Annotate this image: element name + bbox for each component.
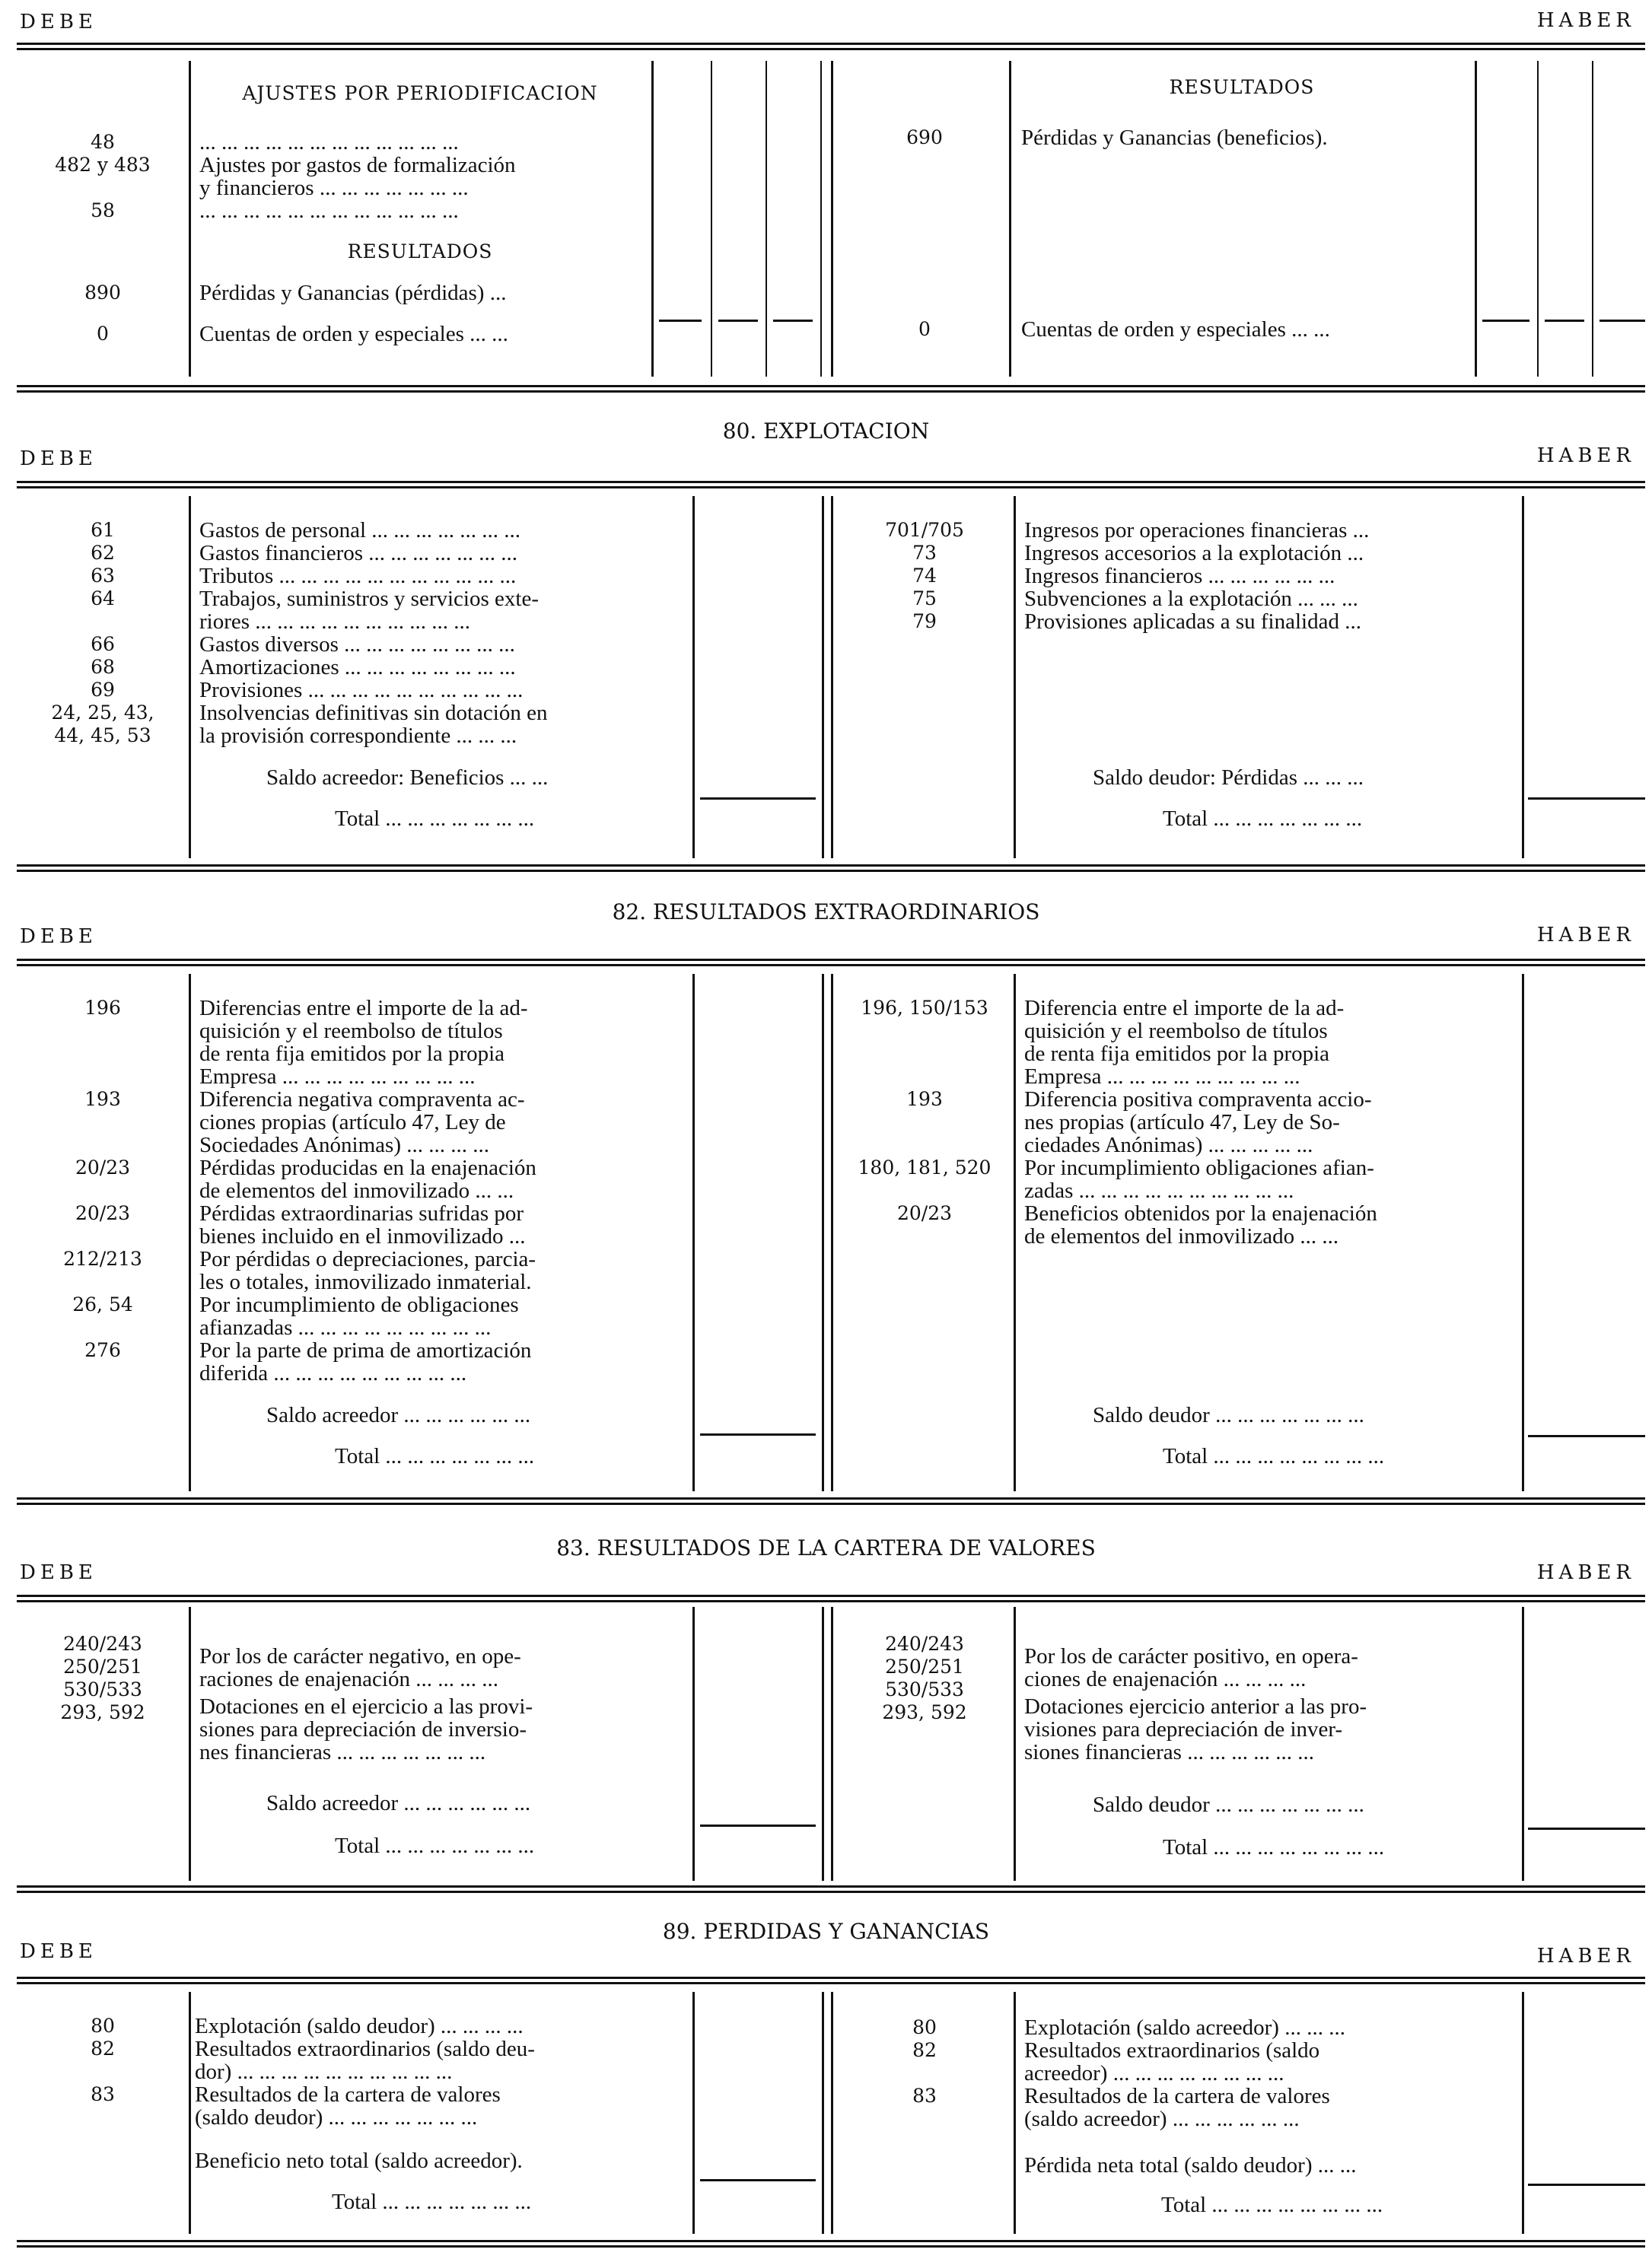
concept-line: Por incumplimiento obligaciones afian- [1024,1156,1374,1179]
account-code: 240/243 [885,1633,964,1655]
account-code [845,240,1004,263]
concept-line [1021,240,1470,263]
sum-rule [1599,320,1645,322]
concept-line: Por los de carácter positivo, en opera- [1024,1645,1358,1668]
account-code: 193 [906,1088,943,1110]
column-rule [189,1607,191,1881]
s89-debe-saldo: Beneficio neto total (saldo acreedor). [195,2149,523,2173]
account-code: 83 [91,2083,115,2105]
account-code [23,1065,183,1088]
concept-line: Ingresos por operaciones financieras ... [1024,519,1370,542]
s80-haber-total: Total ... ... ... ... ... ... ... [1163,806,1363,831]
s89-haber-total: Total ... ... ... ... ... ... ... ... [1161,2193,1383,2217]
column-rule [692,974,695,1491]
concept-line: nes financieras ... ... ... ... ... ... ... [199,1741,486,1764]
concept-line: Cuentas de orden y especiales ... ... [199,323,508,345]
account-code: 80 [91,2015,115,2037]
s89-debe-concepts [195,2015,688,2129]
s82-haber-codes [840,997,1009,1248]
account-code [840,1065,1009,1088]
concept-line: Diferencias entre el importe de la ad- [199,997,528,1020]
concept-line: Beneficios obtenidos por la enajenación [1024,1202,1377,1225]
account-code [845,172,1004,195]
concept-line: de renta fija emitidos por la propia [1024,1042,1330,1065]
account-code [845,277,1004,300]
account-code: 69 [91,679,115,701]
column-rule [831,974,833,1491]
concept-line: (saldo acreedor) ... ... ... ... ... ... [1024,2108,1300,2130]
account-code: 250/251 [63,1656,142,1678]
s83-haber-concepts [1024,1645,1517,1764]
account-code: 79 [912,610,937,632]
debe-header: DEBE [20,1940,97,1963]
top-debe-concepts [199,131,645,345]
s83-debe-concepts [199,1645,686,1764]
account-code [23,1020,183,1042]
account-code [840,1225,1009,1248]
concept-line: Amortizaciones ... ... ... ... ... ... ... ... [199,656,516,679]
s83-debe-saldo: Saldo acreedor ... ... ... ... ... ... [266,1791,531,1815]
column-rule [1014,1992,1016,2234]
s80-debe-codes [23,519,183,747]
account-code [23,1134,183,1156]
double-rule [17,864,1645,872]
account-code: 0 [97,323,109,345]
s83-haber-saldo: Saldo deudor ... ... ... ... ... ... ... [1093,1793,1364,1817]
column-rule [820,61,822,377]
s82-haber-saldo: Saldo deudor ... ... ... ... ... ... ... [1093,1403,1364,1427]
column-rule [1522,1992,1524,2234]
account-code: 276 [84,1339,121,1361]
concept-line: (saldo deudor) ... ... ... ... ... ... ... [195,2106,478,2129]
section-title-80: 80. EXPLOTACION [722,418,930,444]
column-rule [831,496,833,858]
debe-header: DEBE [20,925,97,948]
concept-line: acreedor) ... ... ... ... ... ... ... ... [1024,2062,1284,2085]
column-rule [1014,974,1016,1491]
account-code [840,1042,1009,1065]
column-rule [189,1992,191,2234]
account-code: 66 [91,633,115,655]
concept-line: Por pérdidas o depreciaciones, parcia- [199,1248,536,1271]
haber-header: HABER [1536,9,1635,32]
s82-haber-concepts [1024,997,1517,1248]
haber-header: HABER [1536,924,1635,946]
column-rule [1522,496,1524,858]
account-code: 80 [912,2016,937,2038]
debe-header: DEBE [20,1561,97,1584]
account-code: 890 [84,282,121,304]
account-code: 193 [84,1088,121,1110]
concept-line: ciedades Anónimas) ... ... ... ... ... [1024,1134,1313,1156]
concept-line: raciones de enajenación ... ... ... ... [199,1668,498,1691]
concept-line: Ingresos financieros ... ... ... ... ... ... [1024,565,1335,587]
double-rule [17,2240,1645,2248]
account-code [845,2108,1004,2130]
concept-line: Pérdidas y Ganancias (pérdidas) ... [199,282,507,304]
concept-line: Resultados de la cartera de valores [1024,2085,1330,2108]
concept-line: Resultados de la cartera de valores [195,2083,501,2106]
column-rule [822,974,824,1491]
sum-rule [700,1825,816,1827]
account-code [840,1111,1009,1134]
concept-line: Trabajos, suministros y servicios exte- [199,587,539,610]
concept-line: Insolvencias definitivas sin dotación en [199,702,548,724]
account-code: 68 [91,656,115,678]
concept-line: visiones para depreciación de inver- [1024,1718,1343,1741]
account-code: 74 [912,565,937,587]
account-code [23,1111,183,1134]
account-code [23,2060,183,2083]
concept-line: Sociedades Anónimas) ... ... ... ... [199,1134,489,1156]
column-rule [692,1607,695,1881]
concept-line: Pérdidas y Ganancias (beneficios). [1021,126,1328,149]
concept-line: Diferencia positiva compraventa accio- [1024,1088,1372,1111]
double-rule [17,1595,1645,1602]
account-code: 180, 181, 520 [858,1156,992,1179]
s83-debe-codes [23,1633,183,1770]
haber-header: HABER [1536,1945,1635,1968]
sum-rule [700,2179,816,2181]
column-rule [1522,974,1524,1491]
debe-header: DEBE [20,11,97,33]
column-rule [822,496,824,858]
account-code: 482 y 483 [55,154,151,176]
concept-line: Cuentas de orden y especiales ... ... [1021,318,1330,341]
account-code: 250/251 [885,1656,964,1678]
column-rule [1009,61,1011,377]
concept-line: Por incumplimiento de obligaciones [199,1293,519,1316]
account-code [840,1020,1009,1042]
concept-line: afianzadas ... ... ... ... ... ... ... ... ... [199,1316,492,1339]
double-rule [17,385,1645,393]
s83-debe-total: Total ... ... ... ... ... ... ... [335,1834,535,1858]
double-rule [17,43,1645,50]
concept-line: Empresa ... ... ... ... ... ... ... ... ... [1024,1065,1300,1088]
concept-line: ciones de enajenación ... ... ... ... [1024,1668,1307,1691]
s80-debe-total: Total ... ... ... ... ... ... ... [335,806,535,831]
s89-haber-codes [845,2016,1004,2130]
double-rule [17,959,1645,966]
account-code: 24, 25, 43, [51,702,154,724]
concept-line: nes propias (artículo 47, Ley de So- [1024,1111,1340,1134]
s89-debe-total: Total ... ... ... ... ... ... ... [332,2190,532,2214]
concept-line: Resultados extraordinarios (saldo deu- [195,2038,535,2060]
concept-line [1021,277,1470,300]
section-title-83: 83. RESULTADOS DE LA CARTERA DE VALORES [556,1535,1096,1560]
s82-debe-total: Total ... ... ... ... ... ... ... [335,1444,535,1468]
concept-line: siones financieras ... ... ... ... ... ... [1024,1741,1314,1764]
account-code: 530/533 [885,1678,964,1700]
account-code: 61 [91,519,115,541]
haber-header: HABER [1536,1561,1635,1584]
concept-line: Gastos diversos ... ... ... ... ... ... ... ... [199,633,515,656]
account-code: 530/533 [63,1678,142,1700]
s82-debe-concepts [199,997,686,1385]
account-code [23,1042,183,1065]
s83-haber-total: Total ... ... ... ... ... ... ... ... [1163,1835,1385,1860]
concept-line: Pérdidas extraordinarias sufridas por [199,1202,524,1225]
column-rule [831,1992,833,2234]
haber-header: HABER [1536,444,1635,467]
section-title-82: 82. RESULTADOS EXTRAORDINARIOS [612,899,1040,924]
s80-haber-concepts [1024,519,1517,633]
column-rule [831,61,833,377]
concept-line: diferida ... ... ... ... ... ... ... ... ... [199,1362,467,1385]
concept-line [1021,195,1470,218]
concept-line: Provisiones ... ... ... ... ... ... ... ... ... ... [199,679,524,702]
sum-rule [1528,1435,1645,1437]
column-rule [711,61,712,377]
sum-rule [1528,1828,1645,1830]
top-debe-codes [23,131,183,345]
debe-header: DEBE [20,447,97,470]
account-code: 58 [91,199,115,221]
concept-line [1021,149,1470,172]
account-code [23,1362,183,1385]
column-rule [831,1607,833,1881]
concept-line: Gastos de personal ... ... ... ... ... ... ... [199,519,521,542]
concept-line: Explotación (saldo deudor) ... ... ... ... [195,2015,524,2038]
column-rule [766,61,767,377]
account-code [845,149,1004,172]
concept-line: y financieros ... ... ... ... ... ... ... [199,177,469,199]
account-code [845,195,1004,218]
account-code [840,1179,1009,1202]
double-rule [17,481,1645,488]
concept-line: Dotaciones en el ejercicio a las provi- [199,1695,533,1718]
account-code [845,2062,1004,2085]
account-code: 82 [912,2039,937,2061]
concept-line: Por la parte de prima de amortización [199,1339,532,1362]
concept-line: ... ... ... ... ... ... ... ... ... ... ... ... [199,199,459,222]
account-code [23,245,183,268]
concept-line: quisición y el reembolso de títulos [1024,1020,1328,1042]
concept-line: Dotaciones ejercicio anterior a las pro- [1024,1695,1367,1718]
concept-line: ciones propias (artículo 47, Ley de [199,1111,506,1134]
column-rule [822,1992,824,2234]
s82-debe-saldo: Saldo acreedor ... ... ... ... ... ... [266,1403,531,1427]
s80-haber-codes [845,519,1004,633]
account-code: 83 [912,2085,937,2107]
account-code: 44, 45, 53 [54,724,151,746]
double-rule [17,1977,1645,1984]
resultados-subtitle: RESULTADOS [347,240,493,262]
column-rule [651,61,654,377]
account-code: 20/23 [896,1202,953,1224]
s82-debe-codes [23,997,183,1385]
section-title-89: 89. PERDIDAS Y GANANCIAS [662,1919,990,1944]
concept-line: dor) ... ... ... ... ... ... ... ... ... ... [195,2060,453,2083]
s89-haber-concepts [1024,2016,1517,2130]
column-rule [1592,61,1593,377]
ajustes-title: AJUSTES POR PERIODIFICACION [242,82,598,104]
column-rule [1475,61,1477,377]
double-rule [17,1885,1645,1893]
concept-line: Ingresos accesorios a la explotación ... [1024,542,1364,565]
concept-line: Diferencia negativa compraventa ac- [199,1088,525,1111]
column-rule [1537,61,1539,377]
column-rule [692,496,695,858]
account-code: 62 [91,542,115,564]
concept-line: Pérdidas producidas en la enajenación [199,1156,536,1179]
concept-line [1021,218,1470,240]
s80-debe-saldo: Saldo acreedor: Beneficios ... ... [266,765,549,790]
concept-line: Ajustes por gastos de formalización [199,154,516,177]
account-code: 690 [906,126,943,148]
concept-line: les o totales, inmovilizado inmaterial. [199,1271,532,1293]
account-code [23,1179,183,1202]
concept-line: de elementos del inmovilizado ... ... [1024,1225,1339,1248]
concept-line: Tributos ... ... ... ... ... ... ... ... ... ... ... [199,565,517,587]
concept-line: Resultados extraordinarios (saldo [1024,2039,1320,2062]
sum-rule [1482,320,1529,322]
column-rule [189,974,191,1491]
account-code: 26, 54 [72,1293,133,1316]
s82-haber-total: Total ... ... ... ... ... ... ... ... [1163,1444,1385,1468]
account-code: 20/23 [75,1156,131,1179]
account-code [23,1316,183,1339]
account-code [23,2106,183,2129]
s89-haber-saldo: Pérdida neta total (saldo deudor) ... ... [1024,2153,1357,2178]
account-code: 0 [918,318,931,340]
account-code [23,1271,183,1293]
account-code [840,1134,1009,1156]
account-code: 196 [84,997,121,1019]
column-rule [1014,496,1016,858]
concept-line: Diferencia entre el importe de la ad- [1024,997,1345,1020]
s89-debe-codes [23,2015,183,2129]
sum-rule [659,320,702,322]
account-code: 212/213 [63,1248,142,1270]
concept-line: Por los de carácter negativo, en ope- [199,1645,521,1668]
concept-line: Empresa ... ... ... ... ... ... ... ... ... [199,1065,476,1088]
concept-line: Gastos financieros ... ... ... ... ... ... ... [199,542,518,565]
top-haber-concepts [1021,126,1470,341]
top-haber-codes [845,126,1004,341]
account-code [23,222,183,245]
account-code: 73 [912,542,937,564]
s80-haber-saldo: Saldo deudor: Pérdidas ... ... ... [1093,765,1364,790]
column-rule [189,61,191,377]
account-code: 75 [912,587,937,609]
account-code [845,1724,1004,1747]
concept-line: ... ... ... ... ... ... ... ... ... ... ... ... [199,131,459,154]
sum-rule [718,320,758,322]
account-code: 196, 150/153 [861,997,988,1019]
account-code [23,610,183,633]
account-code: 701/705 [885,519,964,541]
sum-rule [1545,320,1584,322]
concept-line: Provisiones aplicadas a su finalidad ... [1024,610,1361,633]
concept-line: quisición y el reembolso de títulos [199,1020,503,1042]
column-rule [189,496,191,858]
account-code [23,1747,183,1770]
account-code [845,218,1004,240]
account-code [23,177,183,199]
column-rule [692,1992,695,2234]
sum-rule [773,320,813,322]
sum-rule [700,1433,816,1436]
account-code: 20/23 [75,1202,131,1224]
column-rule [1014,1607,1016,1881]
sum-rule [700,797,816,800]
account-code: 63 [91,565,115,587]
sum-rule [1528,2184,1645,2186]
account-code: 48 [91,131,115,153]
concept-line: de elementos del inmovilizado ... ... [199,1179,514,1202]
column-rule [822,1607,824,1881]
account-code: 64 [91,587,115,609]
concept-line: Subvenciones a la explotación ... ... ... [1024,587,1358,610]
concept-line: bienes incluido en el inmovilizado ... [199,1225,526,1248]
account-code [23,1225,183,1248]
account-code: 293, 592 [882,1701,967,1723]
column-rule [1522,1607,1524,1881]
concept-line: la provisión correspondiente ... ... ... [199,724,517,747]
concept-line: de renta fija emitidos por la propia [199,1042,505,1065]
concept-line: zadas ... ... ... ... ... ... ... ... ... ... [1024,1179,1294,1202]
concept-line: siones para depreciación de inversio- [199,1718,527,1741]
concept-line: riores ... ... ... ... ... ... ... ... ... ... [199,610,471,633]
resultados-title: RESULTADOS [1169,76,1315,98]
sum-rule [1528,797,1645,800]
account-code: 82 [91,2038,115,2060]
concept-line [1021,172,1470,195]
s80-debe-concepts [199,519,686,747]
s83-haber-codes [845,1633,1004,1770]
account-code [845,1747,1004,1770]
account-code [23,1724,183,1747]
account-code: 293, 592 [60,1701,145,1723]
account-code: 240/243 [63,1633,142,1655]
concept-line: Explotación (saldo acreedor) ... ... ... [1024,2016,1345,2039]
double-rule [17,1497,1645,1505]
